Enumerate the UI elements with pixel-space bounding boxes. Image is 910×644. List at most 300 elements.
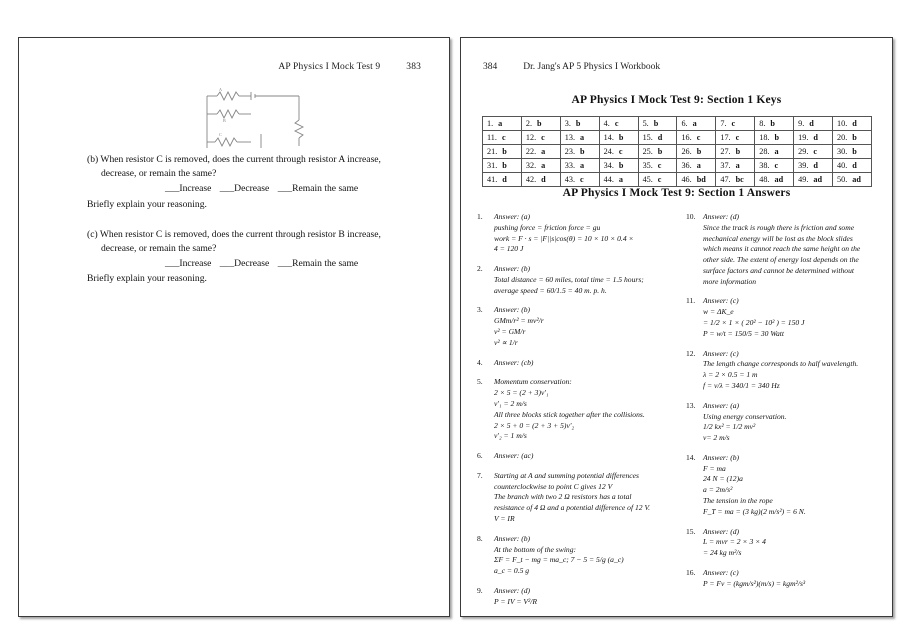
answer-key-number: 19. bbox=[798, 133, 809, 142]
answer-item-line: GMm/r² = mv²/r bbox=[494, 316, 544, 326]
answer-item-line: 24 N = (12)a bbox=[703, 474, 743, 484]
answer-key-cell bbox=[677, 159, 716, 173]
answer-key-number: 24. bbox=[603, 147, 614, 156]
answer-item-line: Answer: (c) bbox=[703, 567, 739, 577]
answer-keys-body bbox=[483, 117, 872, 187]
answer-key-letter: bd bbox=[696, 175, 706, 184]
answer-key-number: 21. bbox=[487, 147, 498, 156]
answer-item-body bbox=[494, 534, 672, 577]
answer-item-line: Answer: (a) bbox=[703, 400, 740, 410]
left-header-page-number: 383 bbox=[406, 62, 421, 72]
answer-item-line: f = v/λ = 340/1 = 340 Hz bbox=[703, 380, 780, 390]
answer-item-number: 15. bbox=[686, 526, 696, 536]
circuit-label-c: C bbox=[219, 132, 222, 137]
answer-key-number: 12. bbox=[525, 133, 537, 142]
answer-item-line: resistance of 4 Ω and a potential difference of 12 V. bbox=[494, 503, 651, 513]
answer-key-cell bbox=[521, 159, 560, 173]
table-row bbox=[483, 173, 872, 187]
answer-key-number: 32. bbox=[525, 161, 537, 170]
answer-key-cell bbox=[716, 173, 755, 187]
left-header-title: AP Physics I Mock Test 9 bbox=[278, 62, 381, 72]
answer-key-cell bbox=[833, 131, 872, 145]
answer-key-cell bbox=[755, 173, 794, 187]
answer-key-number: 1. bbox=[487, 119, 494, 128]
question-c-line1: (c) When resistor C is removed, does the current through resistor B increase, bbox=[87, 228, 381, 240]
answer-key-letter: a bbox=[498, 119, 503, 128]
answer-item-line: v² ∝ 1/r bbox=[494, 337, 518, 347]
answer-item-line: counterclockwise to point C gives 12 V bbox=[494, 481, 613, 491]
answer-key-cell bbox=[833, 145, 872, 159]
answer-key-number: 42. bbox=[525, 175, 537, 184]
answer-item-line: pushing force = friction force = gu bbox=[494, 222, 601, 232]
answer-key-letter: c bbox=[696, 133, 701, 142]
answer-item-line: The length change corresponds to half wavelength. bbox=[703, 359, 859, 369]
answer-key-cell bbox=[794, 159, 833, 173]
answer-key-letter: b bbox=[653, 119, 659, 128]
answer-key-letter: b bbox=[770, 119, 775, 128]
answer-key-number: 34. bbox=[603, 161, 614, 170]
answer-item-number: 11. bbox=[686, 296, 696, 306]
answer-item-number: 1. bbox=[477, 212, 483, 221]
answer-item-line: mechanical energy will be lost as the block slides bbox=[703, 233, 853, 243]
answer-key-cell bbox=[638, 117, 677, 131]
answer-key-cell bbox=[483, 131, 522, 145]
question-c-choice-increase[interactable]: ___Increase bbox=[165, 258, 212, 270]
answer-key-letter: c bbox=[657, 161, 662, 170]
answer-key-letter: d bbox=[809, 119, 814, 128]
answer-key-cell bbox=[599, 159, 638, 173]
answer-key-number: 29. bbox=[798, 147, 809, 156]
right-header-title: Dr. Jang's AP 5 Physics I Workbook bbox=[523, 62, 661, 72]
answer-key-cell bbox=[716, 145, 755, 159]
table-row bbox=[483, 131, 872, 145]
answer-key-number: 40. bbox=[837, 161, 848, 170]
answer-key-number: 28. bbox=[759, 147, 770, 156]
answer-item-body bbox=[703, 296, 881, 339]
answer-key-letter: b bbox=[657, 147, 663, 156]
answer-key-number: 18. bbox=[759, 133, 770, 142]
answer-item-line: a = 2m/s² bbox=[703, 485, 733, 495]
answer-item-line: Since the track is rough there is friction and some bbox=[703, 222, 855, 232]
answer-item-line: P = w/t = 150/5 = 30 Watt bbox=[703, 328, 784, 338]
answer-key-cell bbox=[638, 131, 677, 145]
answer-item-line: w = ΔK_e bbox=[703, 307, 734, 317]
answer-key-cell bbox=[560, 145, 599, 159]
answer-key-letter: a bbox=[541, 147, 546, 156]
answer-item-number: 6. bbox=[477, 451, 483, 461]
answer-item bbox=[686, 212, 881, 287]
answer-key-number: 27. bbox=[720, 147, 731, 156]
answer-item-line: F_T = ma = (3 kg)(2 m/s²) = 6 N. bbox=[703, 506, 806, 516]
answer-item-line: 2 × 5 + 0 = (2 + 3 + 5)v'₂ bbox=[494, 420, 575, 430]
answer-item-line: surface factors and cannot be determined without bbox=[703, 265, 855, 275]
question-b-choice-decrease[interactable]: ___Decrease bbox=[219, 183, 270, 195]
answer-key-letter: c bbox=[731, 119, 736, 128]
answer-key-letter: c bbox=[774, 161, 779, 170]
answer-item-number: 12. bbox=[686, 348, 696, 358]
answer-item-line: other side. The extent of energy lost depends on the bbox=[703, 255, 859, 265]
answer-key-number: 44. bbox=[603, 175, 614, 184]
answer-key-cell bbox=[521, 173, 560, 187]
question-b-choice-increase[interactable]: ___Increase bbox=[165, 183, 212, 195]
answer-key-cell bbox=[483, 117, 522, 131]
answer-item bbox=[686, 453, 881, 518]
answer-key-cell bbox=[638, 159, 677, 173]
section-1-keys-title: AP Physics I Mock Test 9: Section 1 Keys bbox=[571, 94, 782, 106]
answer-key-cell bbox=[599, 173, 638, 187]
answer-item-line: 2 × 5 = (2 + 3)v'₁ bbox=[494, 388, 549, 398]
answer-key-cell bbox=[677, 117, 716, 131]
answer-item-body bbox=[703, 212, 881, 287]
answer-key-number: 6. bbox=[681, 119, 688, 128]
answer-item-line: Momentum conservation: bbox=[494, 377, 572, 387]
answer-item bbox=[477, 212, 672, 255]
answer-key-letter: b bbox=[618, 133, 624, 142]
answer-item-line: Answer: (a) bbox=[494, 212, 531, 221]
answer-key-letter: b bbox=[502, 161, 507, 170]
answer-key-number: 48. bbox=[759, 175, 770, 184]
answer-key-cell bbox=[521, 131, 560, 145]
answer-item-body bbox=[494, 358, 672, 369]
answer-key-number: 47. bbox=[720, 175, 731, 184]
answer-key-letter: d bbox=[813, 133, 818, 142]
answer-key-number: 46. bbox=[681, 175, 692, 184]
answer-key-number: 41. bbox=[487, 175, 498, 184]
table-row bbox=[483, 145, 872, 159]
answer-key-number: 5. bbox=[642, 119, 649, 128]
answer-key-letter: d bbox=[657, 133, 663, 142]
answer-key-letter: b bbox=[696, 147, 702, 156]
answer-item-number: 13. bbox=[686, 400, 696, 410]
question-c-choices bbox=[87, 257, 417, 271]
answer-item-line: average speed = 60/1.5 = 40 m. p. h. bbox=[494, 285, 607, 295]
answer-item-body bbox=[494, 305, 672, 348]
answer-key-letter: a bbox=[580, 133, 585, 142]
answer-item-line: v² = GM/r bbox=[494, 327, 526, 337]
answer-item bbox=[477, 358, 672, 369]
answer-key-letter: d bbox=[852, 161, 857, 170]
answer-key-number: 11. bbox=[487, 133, 497, 142]
answer-item bbox=[477, 471, 672, 525]
answer-key-cell bbox=[794, 145, 833, 159]
answer-key-cell bbox=[521, 117, 560, 131]
answer-key-letter: b bbox=[537, 119, 542, 128]
answer-item-line: 4 = 120 J bbox=[494, 244, 524, 254]
answer-key-letter: c bbox=[735, 133, 740, 142]
answer-key-number: 7. bbox=[720, 119, 727, 128]
answer-key-letter: b bbox=[618, 161, 624, 170]
answer-key-letter: a bbox=[618, 175, 623, 184]
answer-key-letter: a bbox=[696, 161, 701, 170]
answer-item-line: Answer: (d) bbox=[703, 212, 740, 221]
table-row bbox=[483, 159, 872, 173]
answer-key-number: 35. bbox=[642, 161, 653, 170]
answer-item-line: Answer: (ac) bbox=[494, 451, 534, 461]
answer-item bbox=[477, 264, 672, 296]
answer-key-number: 4. bbox=[603, 119, 610, 128]
answer-key-cell bbox=[755, 159, 794, 173]
answer-key-letter: b bbox=[580, 147, 585, 156]
answer-key-letter: c bbox=[541, 133, 545, 142]
question-c-choice-decrease[interactable]: ___Decrease bbox=[219, 258, 270, 270]
answer-key-letter: a bbox=[692, 119, 697, 128]
answer-key-cell bbox=[716, 131, 755, 145]
answer-key-cell bbox=[560, 159, 599, 173]
answer-key-cell bbox=[755, 117, 794, 131]
question-c-line2: decrease, or remain the same? bbox=[101, 242, 217, 254]
answer-key-cell bbox=[794, 131, 833, 145]
answer-key-number: 25. bbox=[642, 147, 653, 156]
answer-key-letter: c bbox=[657, 175, 662, 184]
answer-key-letter: d bbox=[813, 161, 818, 170]
answer-key-cell bbox=[677, 145, 716, 159]
right-page-header bbox=[483, 62, 660, 72]
answer-key-letter: b bbox=[502, 147, 507, 156]
answer-key-number: 38. bbox=[759, 161, 770, 170]
answer-key-letter: b bbox=[735, 147, 741, 156]
answer-item-number: 16. bbox=[686, 567, 696, 577]
answer-item-number: 3. bbox=[477, 305, 483, 315]
answer-key-letter: d bbox=[502, 175, 507, 184]
answer-key-number: 17. bbox=[720, 133, 731, 142]
answer-key-letter: b bbox=[852, 147, 857, 156]
answer-item-body bbox=[494, 586, 672, 608]
answer-key-cell bbox=[521, 145, 560, 159]
question-b bbox=[87, 153, 417, 212]
answer-item-line: Answer: (b) bbox=[494, 305, 531, 315]
answer-key-letter: c bbox=[614, 119, 619, 128]
answer-key-cell bbox=[677, 173, 716, 187]
answer-key-letter: b bbox=[575, 119, 581, 128]
answer-item-line: Total distance = 60 miles, total time = 1.5 hours; bbox=[494, 274, 644, 284]
answer-item-number: 2. bbox=[477, 264, 483, 274]
answer-item-number: 5. bbox=[477, 377, 483, 387]
answer-item bbox=[477, 534, 672, 577]
answer-key-letter: c bbox=[580, 175, 584, 184]
answer-item-body bbox=[703, 453, 881, 518]
answer-key-cell bbox=[833, 159, 872, 173]
answer-key-cell bbox=[638, 173, 677, 187]
answer-item-line: V = IR bbox=[494, 513, 515, 523]
answer-key-cell bbox=[833, 173, 872, 187]
answer-key-number: 22. bbox=[525, 147, 537, 156]
answer-item-body bbox=[494, 264, 672, 296]
answer-item-line: which means it cannot reach the same height on the bbox=[703, 244, 861, 254]
answer-key-number: 33. bbox=[564, 161, 576, 170]
answer-item bbox=[477, 586, 672, 608]
answer-key-cell bbox=[599, 131, 638, 145]
question-b-line1: (b) When resistor C is removed, does the current through resistor A increase, bbox=[87, 154, 381, 165]
circuit-diagram bbox=[195, 86, 325, 152]
right-header-page-number: 384 bbox=[483, 62, 498, 72]
answer-key-number: 39. bbox=[798, 161, 809, 170]
answer-key-letter: a bbox=[735, 161, 740, 170]
answer-item bbox=[686, 568, 881, 590]
left-page-header bbox=[278, 62, 421, 72]
right-page bbox=[460, 37, 893, 617]
answer-key-letter: d bbox=[541, 175, 546, 184]
answer-key-letter: b bbox=[852, 133, 857, 142]
answer-item-line: L = mvr = 2 × 3 × 4 bbox=[703, 537, 766, 547]
section-1-answers-title: AP Physics I Mock Test 9: Section 1 Answers bbox=[562, 187, 791, 199]
answer-item-line: Answer: (d) bbox=[703, 526, 740, 536]
answer-item bbox=[477, 305, 672, 348]
answer-item bbox=[477, 451, 672, 462]
answer-item bbox=[686, 527, 881, 559]
answer-key-number: 13. bbox=[564, 133, 576, 142]
answer-item-line: a_c = 0.5 g bbox=[494, 566, 530, 576]
answer-item-line: work = F · s = |F||s|cos(θ) = 10 × 10 × 0.4 × bbox=[494, 233, 634, 243]
answer-item bbox=[686, 296, 881, 339]
answer-key-cell bbox=[483, 159, 522, 173]
question-b-explain: Briefly explain your reasoning. bbox=[87, 198, 207, 210]
answer-item-line: Answer: (c) bbox=[703, 348, 739, 358]
left-page bbox=[18, 37, 450, 617]
left-page-body bbox=[87, 153, 417, 300]
answer-key-cell bbox=[599, 145, 638, 159]
answers-column-left bbox=[477, 212, 672, 616]
answer-key-letter: bc bbox=[735, 175, 744, 184]
answer-key-number: 36. bbox=[681, 161, 692, 170]
answer-key-cell bbox=[483, 173, 522, 187]
answer-item-line: Using energy conservation. bbox=[703, 411, 787, 421]
answer-item-line: λ = 2 × 0.5 = 1 m bbox=[703, 370, 758, 380]
answer-key-cell bbox=[794, 173, 833, 187]
answer-key-number: 15. bbox=[642, 133, 653, 142]
answer-key-letter: a bbox=[541, 161, 546, 170]
question-c-choice-remain[interactable]: ___Remain the same bbox=[277, 258, 359, 270]
answer-key-number: 9. bbox=[798, 119, 805, 128]
answer-item-body bbox=[703, 401, 881, 444]
answer-item-line: At the bottom of the swing: bbox=[494, 544, 577, 554]
answer-item-line: Answer: (d) bbox=[494, 585, 531, 595]
question-c-explain: Briefly explain your reasoning. bbox=[87, 273, 207, 285]
answer-key-letter: ad bbox=[774, 175, 784, 184]
answer-key-cell bbox=[755, 131, 794, 145]
answer-item-line: Answer: (b) bbox=[703, 452, 740, 462]
answer-item-body bbox=[703, 568, 881, 590]
answer-key-letter: a bbox=[774, 147, 779, 156]
answer-key-cell bbox=[833, 117, 872, 131]
answer-key-letter: ad bbox=[813, 175, 823, 184]
answer-key-number: 23. bbox=[564, 147, 576, 156]
answer-item-line: Starting at A and summing potential differences bbox=[494, 470, 639, 480]
answer-key-number: 10. bbox=[837, 119, 848, 128]
answers-column-right bbox=[686, 212, 881, 616]
answer-key-letter: d bbox=[852, 119, 857, 128]
answer-key-cell bbox=[794, 117, 833, 131]
answer-item-body bbox=[703, 349, 881, 392]
answer-item-line: P = IV = V²/R bbox=[494, 596, 538, 606]
answer-key-letter: c bbox=[813, 147, 817, 156]
question-b-choice-remain[interactable]: ___Remain the same bbox=[277, 183, 359, 195]
answer-key-letter: b bbox=[774, 133, 780, 142]
answer-item-line: P = Fv = (kgm/s²)(m/s) = kgm²/s³ bbox=[703, 578, 806, 588]
answer-item-body bbox=[494, 471, 672, 525]
answer-key-cell bbox=[677, 131, 716, 145]
answer-key-number: 50. bbox=[837, 175, 848, 184]
answer-key-cell bbox=[483, 145, 522, 159]
answer-item-body bbox=[703, 527, 881, 559]
circuit-diagram-svg bbox=[195, 86, 325, 152]
answer-item-line: Answer: (b) bbox=[494, 533, 531, 543]
question-b-choices bbox=[87, 182, 417, 196]
answer-key-letter: ad bbox=[852, 175, 861, 184]
answer-item-line: = 24 kg m²/s bbox=[703, 548, 742, 558]
answer-item-number: 4. bbox=[477, 357, 483, 367]
answer-item-line: v= 2 m/s bbox=[703, 433, 730, 443]
answer-item-line: The tension in the rope bbox=[703, 495, 773, 505]
answer-key-letter: c bbox=[618, 147, 623, 156]
answer-item bbox=[686, 349, 881, 392]
circuit-label-a: A bbox=[219, 86, 223, 92]
answer-key-number: 26. bbox=[681, 147, 692, 156]
answer-key-number: 16. bbox=[681, 133, 692, 142]
answer-key-cell bbox=[638, 145, 677, 159]
answer-key-cell bbox=[716, 159, 755, 173]
answer-keys-table bbox=[482, 116, 872, 187]
answer-key-number: 31. bbox=[487, 161, 498, 170]
answer-item-number: 9. bbox=[477, 585, 483, 595]
answer-key-cell bbox=[560, 173, 599, 187]
answer-item-number: 14. bbox=[686, 452, 696, 462]
answer-key-letter: c bbox=[501, 133, 506, 142]
answer-item-body bbox=[494, 212, 672, 255]
circuit-label-b: B bbox=[223, 118, 226, 123]
answer-key-number: 14. bbox=[603, 133, 614, 142]
answer-key-number: 37. bbox=[720, 161, 731, 170]
answer-item-line: v'₂ = 1 m/s bbox=[494, 431, 527, 441]
answer-item-line: = 1/2 × 1 × ( 20² − 10² ) = 150 J bbox=[703, 318, 805, 328]
answer-item-body bbox=[494, 377, 672, 442]
question-b-line2: decrease, or remain the same? bbox=[101, 168, 217, 180]
answer-item-number: 10. bbox=[686, 212, 696, 221]
answer-item-number: 7. bbox=[477, 470, 483, 480]
answer-item-line: F = ma bbox=[703, 463, 726, 473]
answer-key-number: 49. bbox=[798, 175, 809, 184]
answer-item-line: The branch with two 2 Ω resistors has a total bbox=[494, 492, 632, 502]
answer-key-number: 45. bbox=[642, 175, 653, 184]
answer-item-line: Answer: (cb) bbox=[494, 357, 534, 367]
answer-key-number: 2. bbox=[525, 119, 533, 128]
table-row bbox=[483, 117, 872, 131]
answer-key-cell bbox=[560, 131, 599, 145]
answer-key-cell bbox=[716, 117, 755, 131]
answer-key-number: 43. bbox=[564, 175, 576, 184]
answer-item-line: v'₁ = 2 m/s bbox=[494, 398, 527, 408]
answer-key-number: 30. bbox=[837, 147, 848, 156]
answer-key-number: 3. bbox=[564, 119, 571, 128]
answer-item bbox=[477, 377, 672, 442]
question-c bbox=[87, 228, 417, 287]
answer-key-cell bbox=[755, 145, 794, 159]
answer-item-line: more information bbox=[703, 276, 757, 286]
answer-key-cell bbox=[560, 117, 599, 131]
answer-item-line: ΣF = F_t − mg = ma_c; 7 − 5 = 5/g (a_c) bbox=[494, 555, 624, 565]
answer-item-line: Answer: (c) bbox=[703, 296, 739, 306]
answer-item-line: Answer: (b) bbox=[494, 264, 531, 274]
answer-key-cell bbox=[599, 117, 638, 131]
answer-item-line: All three blocks stick together after the collisions. bbox=[494, 409, 645, 419]
answer-item bbox=[686, 401, 881, 444]
answers-columns bbox=[477, 212, 881, 616]
answer-item-number: 8. bbox=[477, 533, 483, 543]
answer-item-body bbox=[494, 451, 672, 462]
answer-key-number: 8. bbox=[759, 119, 766, 128]
answer-key-letter: a bbox=[580, 161, 585, 170]
answer-item-line: 1/2 kx² = 1/2 mv² bbox=[703, 422, 756, 432]
answer-key-number: 20. bbox=[837, 133, 848, 142]
